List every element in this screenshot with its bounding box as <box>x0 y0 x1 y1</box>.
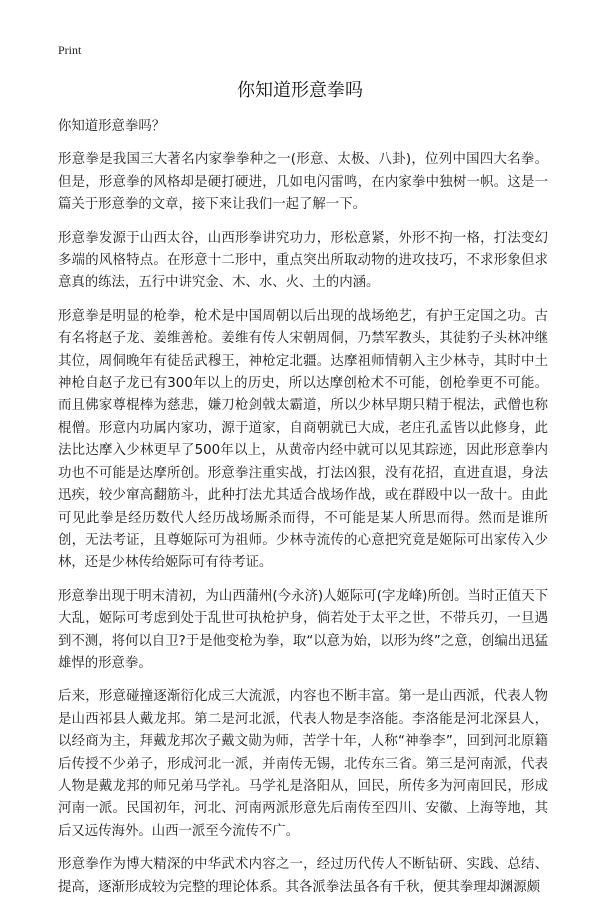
article-paragraph-5: 形意拳出现于明末清初，为山西蒲州(今永济)人姬际可(字龙峰)所创。当时正值天下大乱，姬际可考虑到处于乱世可执枪护身，倘若处于太平之世，不带兵刃，一旦遇到不测，将何以自卫?于是他变枪为拳，取“以意为始，以形为终”之意，创编出迅猛雄悍的形意拳。 <box>58 588 548 671</box>
article-paragraph-4: 形意拳是明显的枪拳，枪术是中国周朝以后出现的战场绝艺，有护王定国之功。古有名将赵子龙、姜维善枪。姜维有传人宋朝周侗，乃禁军教头，其徒豹子头林冲继其位，周侗晚年有徒岳武穆王，神枪定北疆。达摩祖师情朝入主少林寺，其时中土神枪自赵子龙已有300年以上的历史，所以达摩创枪术不可能，创枪拳更不可能。而且佛家尊棍棒为慈悲，嫌刀枪剑戟太霸道，所以少林早期只精于棍法，武僧也称棍僧。形意内功属内家功，源于道家，自商朝就已大成，老庄孔孟皆以此修身，此法比达摩入少林更早了500年以上，从黄帝内经中就可以见其踪迹，因此形意拳内功也不可能是达摩所创。形意拳注重实战，打法凶狠，没有花招，直进直退，身法迅疾，较少窜高翻筋斗，此种打法尤其适合战场作战，或在群殴中以一敌十。由此可见此拳是经历数代人经历战场厮杀而得，不可能是某人所思而得。然而是谁所创，无法考证，且尊姬际可为祖师。少林寺流传的心意把究竟是姬际可出家传入少林，还是少林传给姬际可有待考证。 <box>58 308 548 571</box>
article-paragraph-1: 你知道形意拳吗？ <box>58 119 166 134</box>
print-link[interactable]: Print <box>58 43 82 57</box>
article-paragraph-7: 形意拳作为博大精深的中华武术内容之一，经过历代传人不断钻研、实践、总结、提高，逐渐形成较为完整的理论体系。其各派拳法虽各有千秋，便其拳理却渊源颇 <box>58 857 548 895</box>
article-body <box>58 116 548 910</box>
article-paragraph-6: 后来，形意碰撞逐渐衍化成三大流派，内容也不断丰富。第一是山西派，代表人物是山西祁县人戴龙邦。第二是河北派，代表人物是李洛能。李洛能是河北深县人，以经商为主，拜戴龙邦次子戴文勋为师，苦学十年，人称“神拳李”，回到河北原籍后传授不少弟子，形成河北一派，并南传无锡，北传东三省。第三是河南派，代表人物是戴龙邦的师兄弟马学礼。马学礼是洛阳从，回民，所传多为河南回民，形成河南一派。民国初年，河北、河南两派形意先后南传至四川、安徽、上海等地，其后又远传海外。山西一派至今流传不广。 <box>58 689 548 839</box>
page-title: 你知道形意拳吗 <box>237 80 363 101</box>
article-paragraph-3: 形意拳发源于山西太谷，山西形拳讲究功力，形松意紧，外形不拘一格，打法变幻多端的风格特点。在形意十二形中，重点突出所取动物的进攻技巧，不求形象但求意真的练法，五行中讲究金、木、水、火、土的内涵。 <box>58 230 548 291</box>
article-paragraph-2: 形意拳是我国三大著名内家拳拳种之一(形意、太极、八卦)，位列中国四大名拳。但是，形意拳的风格却是硬打硬进，几如电闪雷鸣，在内家拳中独树一帜。这是一篇关于形意拳的文章，接下来让我们一起了解一下。 <box>58 152 548 213</box>
